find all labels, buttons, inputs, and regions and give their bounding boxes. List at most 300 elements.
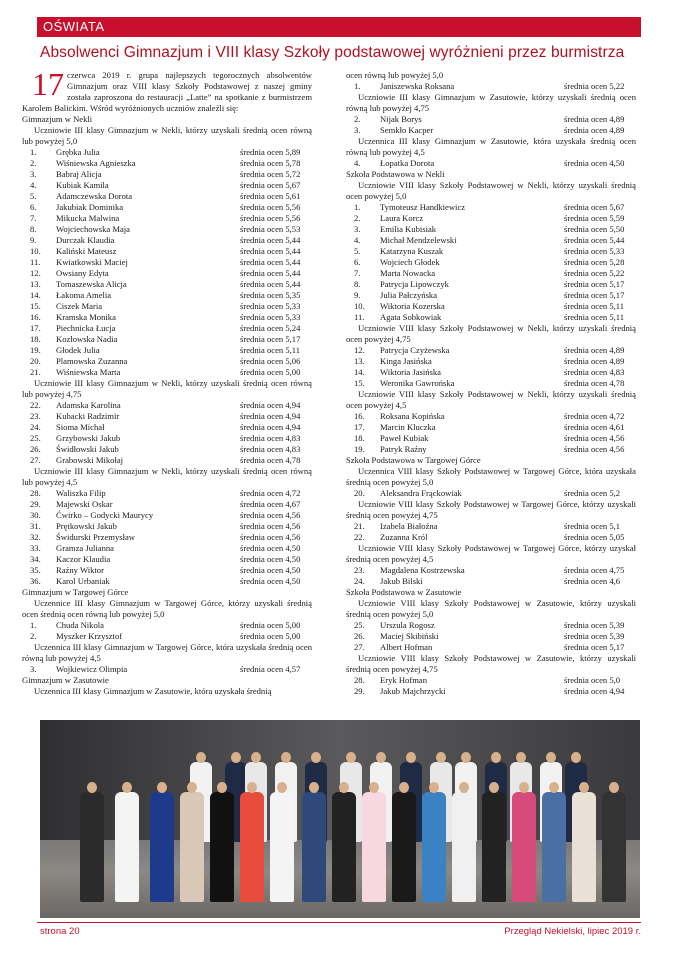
student-average: średnia ocen 5,11 bbox=[564, 301, 625, 311]
student-name: Wiktoria Jasińska bbox=[380, 367, 441, 377]
student-name: Laura Korcz bbox=[380, 213, 424, 223]
student-average: średnia ocen 4,83 bbox=[564, 367, 625, 377]
student-number: 35. bbox=[30, 565, 41, 575]
student-row bbox=[22, 268, 312, 279]
student-name: Roksana Kopińska bbox=[380, 411, 445, 421]
student-number: 34. bbox=[30, 554, 41, 564]
section-bar bbox=[37, 17, 641, 37]
photo-figure bbox=[392, 792, 416, 902]
magazine-issue: Przegląd Nekielski, lipiec 2019 r. bbox=[504, 926, 641, 937]
student-average: średnia ocen 5,44 bbox=[240, 246, 301, 256]
student-average: średnia ocen 4,72 bbox=[240, 488, 301, 498]
photo-figure bbox=[270, 792, 294, 902]
category-paragraph: Uczniowie III klasy Gimnazjum w Nekli, którzy uzyskali średnią ocen równą lub powyżej 4,75 bbox=[22, 378, 312, 399]
student-name: Patrycja Czyżewska bbox=[380, 345, 450, 355]
student-row bbox=[346, 202, 636, 213]
student-average: średnia ocen 4,57 bbox=[240, 664, 301, 674]
student-number: 32. bbox=[30, 532, 41, 542]
student-row bbox=[22, 411, 312, 422]
student-name: Grabowski Mikołaj bbox=[56, 455, 124, 465]
student-name: Wojciech Głodek bbox=[380, 257, 440, 267]
photo-figure bbox=[332, 792, 356, 902]
student-number: 24. bbox=[354, 576, 365, 586]
student-number: 7. bbox=[354, 268, 361, 278]
student-average: średnia ocen 4,67 bbox=[240, 499, 301, 509]
student-number: 10. bbox=[354, 301, 365, 311]
student-row bbox=[22, 290, 312, 301]
student-average: średnia ocen 5,67 bbox=[564, 202, 625, 212]
student-name: Janiszewska Roksana bbox=[380, 81, 455, 91]
student-average: średnia ocen 5,72 bbox=[240, 169, 301, 179]
student-name: Aleksandra Frąckowiak bbox=[380, 488, 462, 498]
student-number: 19. bbox=[30, 345, 41, 355]
student-row bbox=[346, 642, 636, 653]
section-label: OŚWIATA bbox=[43, 19, 105, 34]
student-name: Karol Urbaniak bbox=[56, 576, 110, 586]
student-row bbox=[346, 279, 636, 290]
student-number: 15. bbox=[30, 301, 41, 311]
student-name: Plamowska Zuzanna bbox=[56, 356, 128, 366]
student-number: 25. bbox=[30, 433, 41, 443]
student-average: średnia ocen 5,59 bbox=[564, 213, 625, 223]
student-row bbox=[22, 400, 312, 411]
student-average: średnia ocen 5,89 bbox=[240, 147, 301, 157]
student-row bbox=[346, 246, 636, 257]
student-name: Semkło Kacper bbox=[380, 125, 434, 135]
student-row bbox=[346, 81, 636, 92]
student-number: 1. bbox=[30, 620, 37, 630]
student-average: średnia ocen 5,2 bbox=[564, 488, 621, 498]
student-row bbox=[346, 125, 636, 136]
student-number: 30. bbox=[30, 510, 41, 520]
student-average: średnia ocen 5,33 bbox=[564, 246, 625, 256]
student-row bbox=[22, 312, 312, 323]
student-average: średnia ocen 4,50 bbox=[564, 158, 625, 168]
student-name: Raźny Wiktor bbox=[56, 565, 104, 575]
student-name: Jakub Majchrzycki bbox=[380, 686, 446, 696]
student-average: średnia ocen 4,94 bbox=[240, 400, 301, 410]
student-row bbox=[346, 488, 636, 499]
student-name: Grzybowski Jakub bbox=[56, 433, 121, 443]
student-name: Julia Pałczyńska bbox=[380, 290, 438, 300]
student-name: Sioma Michał bbox=[56, 422, 105, 432]
student-name: Kwiatkowski Maciej bbox=[56, 257, 128, 267]
student-number: 18. bbox=[354, 433, 365, 443]
student-row bbox=[346, 158, 636, 169]
school-heading: Szkoła Podstawowa w Nekli bbox=[346, 169, 445, 179]
student-name: Urszula Rogosz bbox=[380, 620, 435, 630]
student-row bbox=[346, 532, 636, 543]
student-number: 3. bbox=[354, 125, 361, 135]
photo-figure bbox=[422, 792, 446, 902]
student-name: Chuda Nikola bbox=[56, 620, 104, 630]
student-row bbox=[22, 543, 312, 554]
student-number: 23. bbox=[30, 411, 41, 421]
student-number: 9. bbox=[354, 290, 361, 300]
left-column bbox=[22, 66, 312, 697]
student-average: średnia ocen 5,00 bbox=[240, 620, 301, 630]
student-number: 25. bbox=[354, 620, 365, 630]
student-average: średnia ocen 5,56 bbox=[240, 202, 301, 212]
student-row bbox=[22, 257, 312, 268]
student-name: Kaliński Mateusz bbox=[56, 246, 117, 256]
photo-figure bbox=[512, 792, 536, 902]
photo-figure bbox=[80, 792, 104, 902]
page-number: strona 20 bbox=[40, 926, 80, 937]
student-average: średnia ocen 4,89 bbox=[564, 125, 625, 135]
student-row bbox=[22, 455, 312, 466]
student-number: 16. bbox=[30, 312, 41, 322]
student-average: średnia ocen 4,50 bbox=[240, 554, 301, 564]
student-row bbox=[22, 202, 312, 213]
student-number: 22. bbox=[30, 400, 41, 410]
group-photo bbox=[40, 720, 640, 918]
student-row bbox=[346, 411, 636, 422]
student-name: Babraj Alicja bbox=[56, 169, 102, 179]
student-row bbox=[346, 675, 636, 686]
student-average: średnia ocen 4,50 bbox=[240, 576, 301, 586]
student-row bbox=[346, 290, 636, 301]
student-name: Owsiany Edyta bbox=[56, 268, 109, 278]
student-row bbox=[22, 367, 312, 378]
category-paragraph: Uczniowie VIII klasy Szkoły Podstawowej w Nekli, którzy uzyskali średnią ocen powyżej 4,5 bbox=[346, 389, 636, 410]
student-average: średnia ocen 5,78 bbox=[240, 158, 301, 168]
student-average: średnia ocen 4,94 bbox=[240, 422, 301, 432]
left-column-body bbox=[22, 114, 312, 697]
student-name: Katarzyna Kuszak bbox=[380, 246, 444, 256]
student-name: Kubiak Kamila bbox=[56, 180, 109, 190]
student-name: Świdłowski Jakub bbox=[56, 444, 119, 454]
category-paragraph: Uczennica III klasy Gimnazjum w Zasutowie, która uzyskała średnią bbox=[34, 686, 272, 696]
student-number: 10. bbox=[30, 246, 41, 256]
student-number: 15. bbox=[354, 378, 365, 388]
student-row bbox=[22, 488, 312, 499]
student-average: średnia ocen 5,44 bbox=[240, 235, 301, 245]
student-name: Albert Hofman bbox=[380, 642, 433, 652]
category-paragraph: Uczennica VIII klasy Szkoły Podstawowej w Targowej Górce, która uzyskała średnią ocen powyżej 5,0 bbox=[346, 466, 636, 487]
student-average: średnia ocen 4,50 bbox=[240, 543, 301, 553]
student-row bbox=[22, 213, 312, 224]
student-average: średnia ocen 5,00 bbox=[240, 367, 301, 377]
article-headline: Absolwenci Gimnazjum i VIII klasy Szkoły podstawowej wyróżnieni przez burmistrza bbox=[40, 44, 625, 61]
student-number: 4. bbox=[354, 158, 361, 168]
student-average: średnia ocen 5,1 bbox=[564, 521, 621, 531]
student-number: 11. bbox=[30, 257, 41, 267]
student-average: średnia ocen 4,56 bbox=[564, 433, 625, 443]
school-heading: Gimnazjum w Targowej Górce bbox=[22, 587, 129, 597]
photo-figure bbox=[482, 792, 506, 902]
student-name: Marcin Kluczka bbox=[380, 422, 436, 432]
student-average: średnia ocen 5,05 bbox=[564, 532, 625, 542]
student-average: średnia ocen 5,35 bbox=[240, 290, 301, 300]
student-name: Maciej Skibiński bbox=[380, 631, 439, 641]
drop-cap: 17 bbox=[32, 66, 64, 102]
student-row bbox=[346, 576, 636, 587]
student-number: 13. bbox=[354, 356, 365, 366]
photo-figure bbox=[452, 792, 476, 902]
student-name: Adamska Karolina bbox=[56, 400, 121, 410]
student-average: średnia ocen 4,78 bbox=[564, 378, 625, 388]
photo-figure bbox=[150, 792, 174, 902]
photo-figure bbox=[572, 792, 596, 902]
student-name: Ciszek Maria bbox=[56, 301, 103, 311]
student-number: 23. bbox=[354, 565, 365, 575]
student-average: średnia ocen 5,11 bbox=[240, 345, 301, 355]
student-row bbox=[346, 213, 636, 224]
student-row bbox=[346, 356, 636, 367]
student-name: Marta Nowacka bbox=[380, 268, 436, 278]
student-average: średnia ocen 4,56 bbox=[240, 532, 301, 542]
school-heading: Szkoła Podstawowa w Targowej Górce bbox=[346, 455, 481, 465]
student-average: średnia ocen 4,78 bbox=[240, 455, 301, 465]
student-average: średnia ocen 5,22 bbox=[564, 81, 625, 91]
student-average: średnia ocen 5,44 bbox=[240, 268, 301, 278]
student-average: średnia ocen 5,39 bbox=[564, 620, 625, 630]
student-average: średnia ocen 5,50 bbox=[564, 224, 625, 234]
student-row bbox=[346, 301, 636, 312]
school-heading: ocen równą lub powyżej 5,0 bbox=[346, 70, 444, 80]
student-number: 2. bbox=[354, 114, 361, 124]
student-name: Kinga Jasińska bbox=[380, 356, 432, 366]
student-row bbox=[346, 268, 636, 279]
student-row bbox=[22, 191, 312, 202]
student-row bbox=[22, 169, 312, 180]
student-number: 29. bbox=[354, 686, 365, 696]
student-row bbox=[346, 235, 636, 246]
student-row bbox=[346, 422, 636, 433]
student-average: średnia ocen 5,28 bbox=[564, 257, 625, 267]
student-name: Głodek Julia bbox=[56, 345, 100, 355]
student-name: Jakubiak Dominika bbox=[56, 202, 124, 212]
right-column-body bbox=[346, 70, 636, 697]
student-row bbox=[22, 554, 312, 565]
student-row bbox=[22, 631, 312, 642]
student-name: Grębka Julia bbox=[56, 147, 100, 157]
student-name: Łakoma Amelia bbox=[56, 290, 112, 300]
student-row bbox=[22, 433, 312, 444]
student-name: Agata Sobkowiak bbox=[380, 312, 442, 322]
category-paragraph: Uczennice III klasy Gimnazjum w Targowej Górce, którzy uzyskali średnią ocen średnią ocen równą lub powyżej 5,0 bbox=[22, 598, 312, 619]
student-row bbox=[22, 147, 312, 158]
student-row bbox=[22, 345, 312, 356]
intro-text: czerwca 2019 r. grupa najlepszych tegorocznych absolwentów Gimnazjum oraz VIII klasy Szkoły Podstawowej z naszej gminy została zaproszona do restauracji „Latte” na spotkanie z burmistrzem Karolem Balickim. Wśród wyróżnionych uczniów znaleźli się: bbox=[22, 70, 312, 113]
student-name: Paweł Kubiak bbox=[380, 433, 429, 443]
student-name: Waliszka Filip bbox=[56, 488, 106, 498]
student-row bbox=[22, 246, 312, 257]
student-number: 17. bbox=[30, 323, 41, 333]
student-row bbox=[22, 224, 312, 235]
student-row bbox=[22, 576, 312, 587]
student-average: średnia ocen 4,89 bbox=[564, 114, 625, 124]
student-row bbox=[22, 301, 312, 312]
student-row bbox=[346, 631, 636, 642]
student-number: 6. bbox=[354, 257, 361, 267]
student-name: Myszker Krzysztof bbox=[56, 631, 123, 641]
school-heading: Gimnazjum w Nekli bbox=[22, 114, 93, 124]
student-name: Michał Mendzelewski bbox=[380, 235, 457, 245]
student-name: Kozłowska Nadia bbox=[56, 334, 118, 344]
student-number: 19. bbox=[354, 444, 365, 454]
category-paragraph: Uczniowie VIII klasy Szkoły Podstawowej w Zasutowie, którzy uzyskali średnią ocen powyżej 4,75 bbox=[346, 653, 636, 674]
photo-figure bbox=[115, 792, 139, 902]
student-number: 7. bbox=[30, 213, 37, 223]
student-name: Jakub Bilski bbox=[380, 576, 423, 586]
student-number: 14. bbox=[354, 367, 365, 377]
student-average: średnia ocen 4,56 bbox=[240, 510, 301, 520]
student-average: średnia ocen 5,67 bbox=[240, 180, 301, 190]
student-row bbox=[22, 279, 312, 290]
student-number: 12. bbox=[30, 268, 41, 278]
photo-figure bbox=[180, 792, 204, 902]
photo-figure bbox=[302, 792, 326, 902]
student-average: średnia ocen 5,17 bbox=[564, 290, 625, 300]
student-number: 1. bbox=[354, 202, 361, 212]
student-average: średnia ocen 4,56 bbox=[240, 521, 301, 531]
student-row bbox=[346, 521, 636, 532]
student-number: 2. bbox=[354, 213, 361, 223]
student-number: 24. bbox=[30, 422, 41, 432]
student-name: Świdurski Przemysław bbox=[56, 532, 136, 542]
student-number: 28. bbox=[354, 675, 365, 685]
student-number: 27. bbox=[30, 455, 41, 465]
student-row bbox=[22, 235, 312, 246]
student-name: Patrycja Lipowczyk bbox=[380, 279, 449, 289]
student-number: 4. bbox=[30, 180, 37, 190]
category-paragraph: Uczniowie VIII klasy Szkoły Podstawowej w Targowej Górce, którzy uzyskali średnią ocen powyżej 4,75 bbox=[346, 499, 636, 520]
student-name: Magdalena Kostrzewska bbox=[380, 565, 465, 575]
category-paragraph: Uczennica III klasy Gimnazjum w Targowej Górce, która uzyskała średnią ocen równą lub powyżej 4,5 bbox=[22, 642, 312, 663]
student-number: 3. bbox=[30, 169, 37, 179]
student-row bbox=[346, 345, 636, 356]
student-number: 5. bbox=[354, 246, 361, 256]
student-number: 4. bbox=[354, 235, 361, 245]
student-row bbox=[22, 444, 312, 455]
student-number: 16. bbox=[354, 411, 365, 421]
student-average: średnia ocen 5,11 bbox=[564, 312, 625, 322]
student-number: 8. bbox=[30, 224, 37, 234]
student-row bbox=[22, 158, 312, 169]
student-number: 28. bbox=[30, 488, 41, 498]
student-average: średnia ocen 5,17 bbox=[240, 334, 301, 344]
student-name: Prętkowski Jakub bbox=[56, 521, 117, 531]
category-paragraph: Uczniowie VIII klasy Szkoły Podstawowej w Nekli, którzy uzyskali średnią ocen powyżej 5,0 bbox=[346, 180, 636, 201]
student-number: 33. bbox=[30, 543, 41, 553]
student-average: średnia ocen 4,94 bbox=[240, 411, 301, 421]
student-average: średnia ocen 5,33 bbox=[240, 301, 301, 311]
student-average: średnia ocen 5,06 bbox=[240, 356, 301, 366]
student-average: średnia ocen 4,72 bbox=[564, 411, 625, 421]
student-average: średnia ocen 4,6 bbox=[564, 576, 621, 586]
school-heading: Gimnazjum w Zasutowie bbox=[22, 675, 109, 685]
student-row bbox=[346, 620, 636, 631]
student-row bbox=[22, 620, 312, 631]
student-number: 31. bbox=[30, 521, 41, 531]
student-number: 8. bbox=[354, 279, 361, 289]
student-name: Zuzanna Król bbox=[380, 532, 428, 542]
student-name: Nijak Borys bbox=[380, 114, 422, 124]
student-number: 29. bbox=[30, 499, 41, 509]
student-name: Tymoteusz Handkiewicz bbox=[380, 202, 466, 212]
student-row bbox=[22, 323, 312, 334]
student-row bbox=[22, 521, 312, 532]
student-number: 20. bbox=[30, 356, 41, 366]
student-average: średnia ocen 5,17 bbox=[564, 279, 625, 289]
right-column bbox=[346, 70, 636, 697]
student-row bbox=[346, 565, 636, 576]
student-row bbox=[346, 224, 636, 235]
student-average: średnia ocen 4,61 bbox=[564, 422, 625, 432]
intro-paragraph bbox=[22, 66, 312, 114]
student-number: 36. bbox=[30, 576, 41, 586]
student-name: Majewski Oskar bbox=[56, 499, 113, 509]
student-row bbox=[346, 378, 636, 389]
photo-figure bbox=[240, 792, 264, 902]
student-name: Wojkiewicz Olimpia bbox=[56, 664, 128, 674]
student-name: Weronika Gawrońska bbox=[380, 378, 455, 388]
student-row bbox=[346, 444, 636, 455]
photo-figure bbox=[362, 792, 386, 902]
student-number: 17. bbox=[354, 422, 365, 432]
student-number: 1. bbox=[30, 147, 37, 157]
student-row bbox=[22, 664, 312, 675]
student-name: Łopatka Dorota bbox=[380, 158, 435, 168]
category-paragraph: Uczniowie III klasy Gimnazjum w Nekli, którzy uzyskali średnią ocen równą lub powyżej 4,5 bbox=[22, 466, 312, 487]
student-number: 3. bbox=[30, 664, 37, 674]
student-number: 11. bbox=[354, 312, 365, 322]
student-number: 2. bbox=[30, 631, 37, 641]
student-number: 20. bbox=[354, 488, 365, 498]
student-name: Wiśniewska Marta bbox=[56, 367, 121, 377]
photo-figure bbox=[542, 792, 566, 902]
category-paragraph: Uczennica III klasy Gimnazjum w Zasutowie, która uzyskała średnią ocen równą lub powyżej 4,5 bbox=[346, 136, 636, 157]
student-number: 14. bbox=[30, 290, 41, 300]
student-row bbox=[22, 532, 312, 543]
student-average: średnia ocen 4,83 bbox=[240, 444, 301, 454]
school-heading: Szkoła Podstawowa w Zasutowie bbox=[346, 587, 462, 597]
photo-figure bbox=[602, 792, 626, 902]
student-average: średnia ocen 4,94 bbox=[564, 686, 625, 696]
student-average: średnia ocen 5,00 bbox=[240, 631, 301, 641]
student-average: średnia ocen 5,22 bbox=[564, 268, 625, 278]
student-number: 21. bbox=[354, 521, 365, 531]
student-number: 26. bbox=[354, 631, 365, 641]
footer-divider bbox=[37, 922, 641, 923]
student-row bbox=[346, 367, 636, 378]
student-row bbox=[346, 686, 636, 697]
student-number: 13. bbox=[30, 279, 41, 289]
student-row bbox=[22, 180, 312, 191]
student-name: Wiśniewska Agnieszka bbox=[56, 158, 136, 168]
category-paragraph: Uczniowie III klasy Gimnazjum w Nekli, którzy uzyskali średnią ocen równą lub powyżej 5,0 bbox=[22, 125, 312, 146]
student-name: Tomaszewska Alicja bbox=[56, 279, 127, 289]
student-number: 26. bbox=[30, 444, 41, 454]
student-row bbox=[22, 356, 312, 367]
category-paragraph: Uczniowie III klasy Gimnazjum w Zasutowie, którzy uzyskali średnią ocen równą lub powyżej 4,75 bbox=[346, 92, 636, 113]
student-row bbox=[22, 334, 312, 345]
student-average: średnia ocen 4,50 bbox=[240, 565, 301, 575]
student-average: średnia ocen 4,89 bbox=[564, 356, 625, 366]
student-name: Patryk Raźny bbox=[380, 444, 427, 454]
student-row bbox=[346, 433, 636, 444]
category-paragraph: Uczniowie VIII klasy Szkoły Podstawowej w Nekli, którzy uzyskali średnią ocen powyżej 4,75 bbox=[346, 323, 636, 344]
category-paragraph: Uczniowie VIII klasy Szkoły Podstawowej w Zasutowie, którzy uzyskali średnią ocen powyżej 5,0 bbox=[346, 598, 636, 619]
student-average: średnia ocen 5,53 bbox=[240, 224, 301, 234]
student-number: 12. bbox=[354, 345, 365, 355]
student-row bbox=[22, 499, 312, 510]
student-name: Eryk Hofman bbox=[380, 675, 428, 685]
student-average: średnia ocen 4,89 bbox=[564, 345, 625, 355]
student-number: 5. bbox=[30, 191, 37, 201]
